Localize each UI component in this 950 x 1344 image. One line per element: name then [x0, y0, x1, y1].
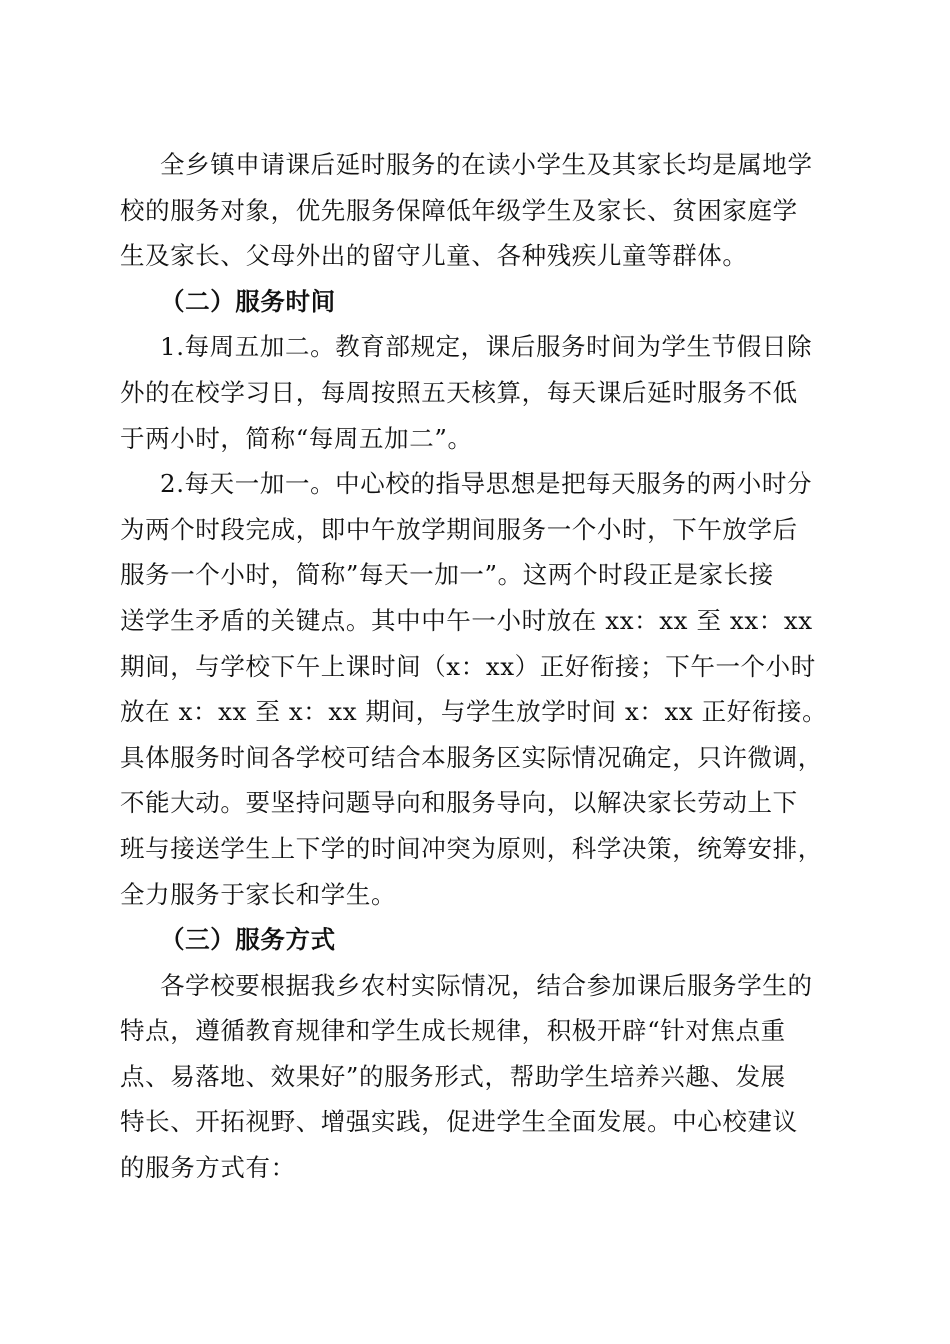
text-line: 于两小时，简称“每周五加二”。 [120, 423, 473, 453]
text-line: 全乡镇申请课后延时服务的在读小学生及其家长均是属地学 [160, 150, 813, 179]
text-line: 外的在校学习日，每周按照五天核算，每天课后延时服务不低 [120, 377, 798, 407]
document-page [120, 142, 840, 1191]
text-line: 校的服务对象，优先服务保障低年级学生及家长、贫困家庭学 [120, 195, 798, 225]
text-line: 点、易落地、效果好”的服务形式，帮助学生培养兴趣、发展 [120, 1061, 786, 1091]
text-line: 特点，遵循教育规律和学生成长规律，积极开辟“针对焦点重 [120, 1016, 786, 1046]
text-line: 服务一个小时，简称”每天一加一”。这两个时段正是家长接 [120, 560, 774, 590]
text-line: 2.每天一加一。中心校的指导思想是把每天服务的两小时分 [160, 469, 813, 499]
section-heading-service-method [120, 917, 840, 963]
section-heading-service-time [120, 279, 840, 325]
text-line: 送学生矛盾的关键点。其中中午一小时放在 xx：xx 至 xx：xx [120, 605, 813, 635]
paragraph-item-2 [120, 461, 840, 917]
text-line: 生及家长、父母外出的留守儿童、各种残疾儿童等群体。 [120, 241, 748, 271]
text-line: 全力服务于家长和学生。 [120, 879, 397, 909]
text-line: 放在 x：xx 至 x：xx 期间，与学生放学时间 x：xx 正好衔接。 [120, 697, 828, 727]
paragraph-method [120, 963, 840, 1191]
text-line: 1.每周五加二。教育部规定，课后服务时间为学生节假日除 [160, 332, 813, 362]
text-line: 各学校要根据我乡农村实际情况，结合参加课后服务学生的 [160, 970, 813, 1000]
text-line: 不能大动。要坚持问题导向和服务导向，以解决家长劳动上下 [120, 788, 798, 818]
heading-text: （三）服务方式 [160, 925, 336, 955]
text-line: 特长、开拓视野、增强实践，促进学生全面发展。中心校建议 [120, 1107, 798, 1137]
text-line: 期间，与学校下午上课时间（x：xx）正好衔接；下午一个小时 [120, 651, 816, 681]
text-line: 的服务方式有： [120, 1153, 296, 1183]
paragraph-intro [120, 142, 840, 279]
text-line: 具体服务时间各学校可结合本服务区实际情况确定，只许微调， [120, 742, 823, 772]
text-line: 班与接送学生上下学的时间冲突为原则，科学决策，统筹安排， [120, 833, 823, 863]
heading-text: （二）服务时间 [160, 286, 336, 316]
paragraph-item-1 [120, 324, 840, 461]
text-line: 为两个时段完成，即中午放学期间服务一个小时，下午放学后 [120, 514, 798, 544]
